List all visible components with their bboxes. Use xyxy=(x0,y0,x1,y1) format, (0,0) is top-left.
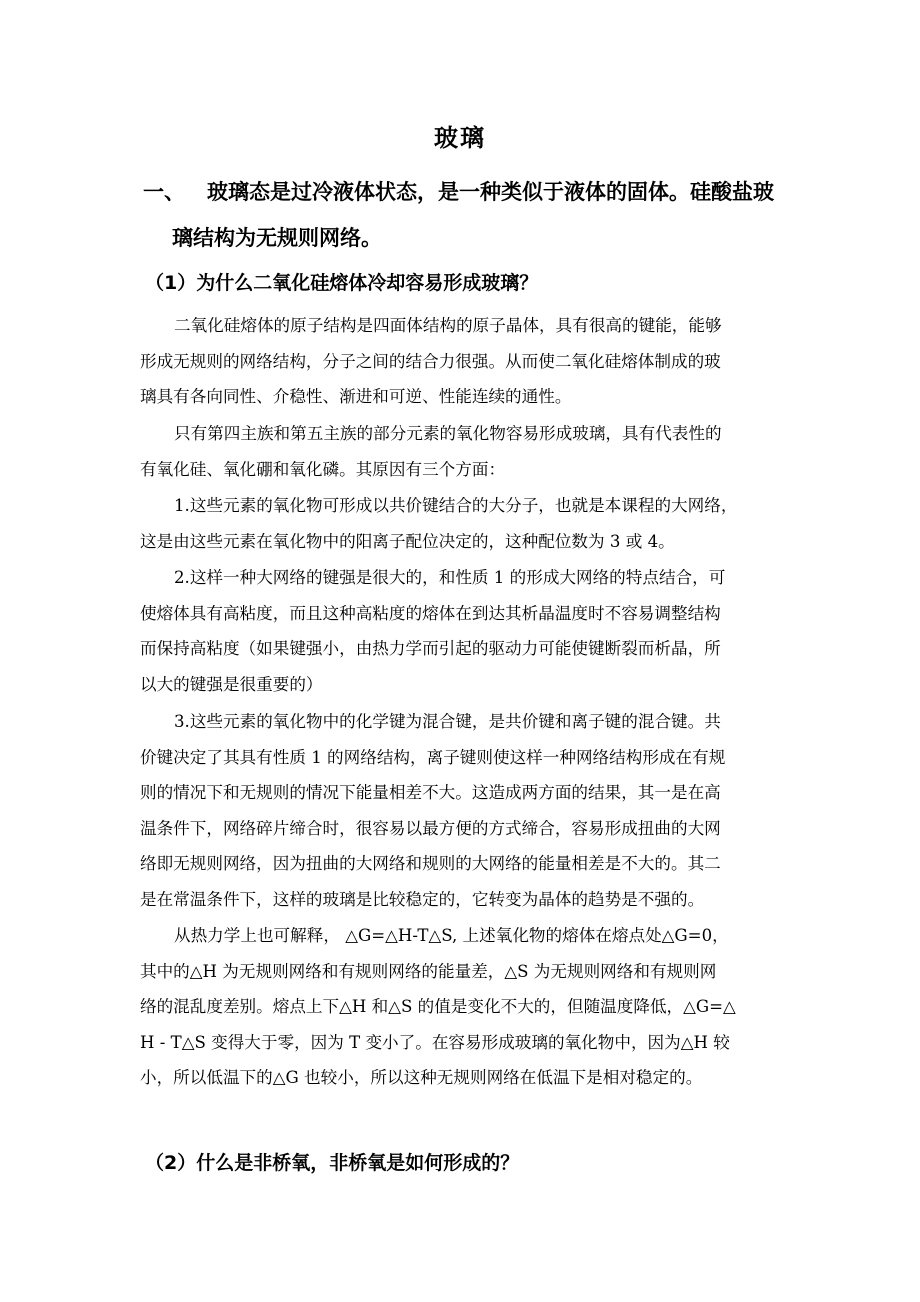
paragraph-line: 从热力学上也可解释， △G=△H-T△S, 上述氧化物的熔体在熔点处△G=0， xyxy=(174,926,729,945)
paragraph-line: 只有第四主族和第五主族的部分元素的氧化物容易形成玻璃，具有代表性的 xyxy=(174,424,722,443)
paragraph-line: 这是由这些元素在氧化物中的阳离子配位决定的，这种配位数为 3 或 4。 xyxy=(140,531,675,551)
paragraph-line: 1.这些元素的氧化物可形成以共价键结合的大分子，也就是本课程的大网络， xyxy=(174,496,738,515)
paragraph-line: 3.这些元素的氧化物中的化学键为混合键，是共价键和离子键的混合键。共 xyxy=(174,712,721,731)
section-heading-line-1: 玻璃态是过冷液体状态，是一种类似于液体的固体。硅酸盐玻 xyxy=(207,180,774,204)
paragraph-2 xyxy=(140,416,782,487)
paragraph-3 xyxy=(140,488,782,559)
paragraph-line: 价键决定了其具有性质 1 的网络结构，离子键则使这样一种网络结构形成在有规 xyxy=(140,747,726,767)
paragraph-line: 二氧化硅熔体的原子结构是四面体结构的原子晶体，具有很高的键能，能够 xyxy=(174,316,722,335)
paragraph-line: 小，所以低温下的△G 也较小，所以这种无规则网络在低温下是相对稳定的。 xyxy=(140,1068,703,1087)
paragraph-line: 而保持高粘度（如果键强小，由热力学而引起的驱动力可能使键断裂而析晶，所 xyxy=(140,639,721,658)
section-number: 一、 xyxy=(143,180,185,204)
paragraph-line: 璃具有各向同性、介稳性、渐进和可逆、性能连续的通性。 xyxy=(140,387,572,406)
paragraph-line: H - T△S 变得大于零，因为 T 变小了。在容易形成玻璃的氧化物中，因为△H 较 xyxy=(140,1032,730,1052)
section-heading-line-2: 璃结构为无规则网络。 xyxy=(172,226,382,250)
paragraph-line: 是在常温条件下，这样的玻璃是比较稳定的，它转变为晶体的趋势是不强的。 xyxy=(140,889,705,909)
paragraph-4 xyxy=(140,560,782,702)
question-heading-1: （1）为什么二氧化硅熔体冷却容易形成玻璃？ xyxy=(145,272,539,294)
paragraph-line: 使熔体具有高粘度，而且这种高粘度的熔体在到达其析晶温度时不容易调整结构 xyxy=(140,603,721,623)
paragraph-line: 络即无规则网络，因为扭曲的大网络和规则的大网络的能量相差是不大的。其二 xyxy=(140,854,721,873)
paragraph-6 xyxy=(140,918,782,1096)
paragraph-1 xyxy=(140,308,782,415)
paragraph-line: 其中的△H 为无规则网络和有规则网络的能量差，△S 为无规则网络和有规则网 xyxy=(140,961,717,981)
paragraph-line: 则的情况下和无规则的情况下能量相差不大。这造成两方面的结果，其一是在高 xyxy=(140,783,721,802)
paragraph-line: 有氧化硅、氧化硼和氧化磷。其原因有三个方面： xyxy=(140,459,506,479)
page-title: 玻璃 xyxy=(434,124,486,152)
paragraph-line: 以大的键强是很重要的） xyxy=(140,674,323,694)
paragraph-line: 形成无规则的网络结构，分子之间的结合力很强。从而使二氧化硅熔体制成的玻 xyxy=(140,351,721,371)
paragraph-line: 2.这样一种大网络的键强是很大的，和性质 1 的形成大网络的特点结合，可 xyxy=(174,568,726,587)
paragraph-line: 络的混乱度差别。熔点上下△H 和△S 的值是变化不大的，但随温度降低，△G=△ xyxy=(140,997,736,1016)
section-heading-1-cont xyxy=(172,222,382,252)
question-heading-2: （2）什么是非桥氧，非桥氧是如何形成的？ xyxy=(145,1152,520,1174)
paragraph-line: 温条件下，网络碎片缔合时，很容易以最方便的方式缔合，容易形成扭曲的大网 xyxy=(140,818,721,838)
paragraph-5 xyxy=(140,704,782,917)
